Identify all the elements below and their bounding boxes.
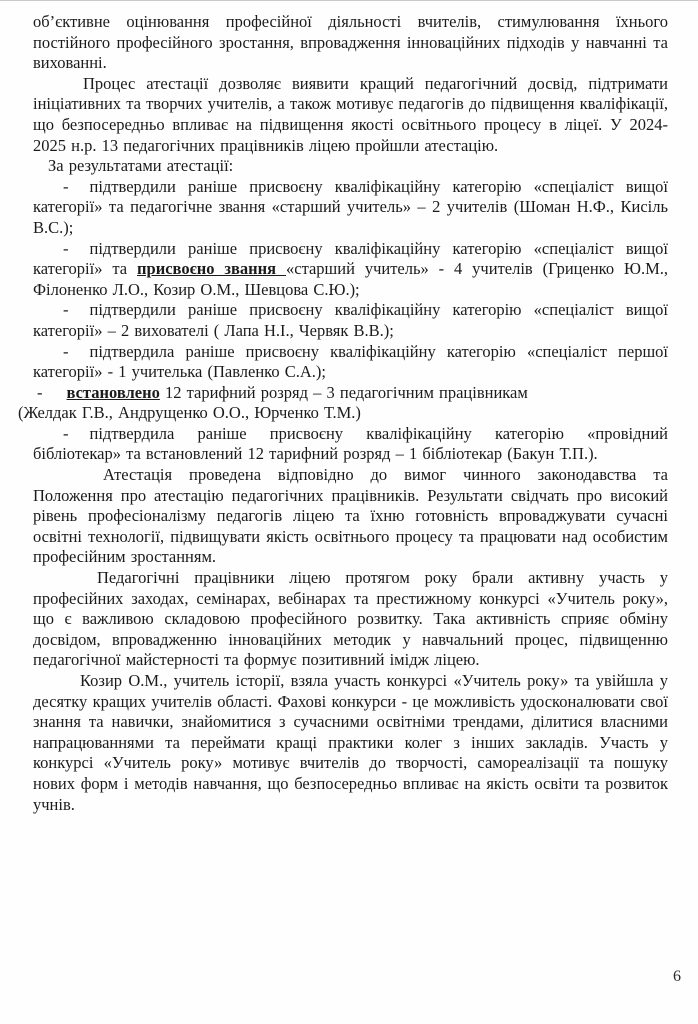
list-item-2 — [33, 239, 668, 301]
list-dash: - — [37, 382, 43, 402]
paragraph-intro: об’єктивне оцінювання професійної діяльності вчителів, стимулювання їхнього постійного професійного зростання, впровадження інноваційних підходів у навчанні та вихованні. — [33, 12, 668, 73]
list-item-2-text-after: «старший учитель» - 4 учителів (Гриценко Ю.М., Філоненко Л.О., Козир О.М., Шевцова С.Ю.); — [33, 259, 668, 299]
list-item-2-emphasis: присвоєно звання — [137, 259, 286, 279]
list-item-5-names: (Желдак Г.В., Андрущенко О.О., Юрченко Т.М.) — [18, 403, 361, 423]
list-item-2-text-before: підтвердили раніше присвоєну кваліфікаційну категорію «спеціаліст вищої категорії» та — [33, 238, 668, 279]
list-item-3 — [33, 300, 668, 341]
list-dash: - — [63, 341, 69, 361]
list-item-1 — [33, 177, 668, 239]
list-item-5 — [33, 383, 668, 404]
list-item-5-text-after: 12 тарифний розряд – 3 педагогічним працівникам — [159, 382, 528, 402]
list-dash: - — [63, 423, 69, 443]
list-item-3-text: підтвердили раніше присвоєну кваліфікаційну категорію «спеціаліст вищої категорії» – 2 вихователі ( Лапа Н.І., Червяк В.В.); — [33, 300, 668, 340]
list-item-4 — [33, 342, 668, 383]
list-item-1-text: підтвердили раніше присвоєну кваліфікаційну категорію «спеціаліст вищої категорії» та педагогічне звання «старший учитель» – 2 учителів (Шоман Н.Ф., Кисіль В.С.); — [33, 176, 668, 237]
list-dash: - — [63, 238, 69, 258]
list-dash: - — [63, 300, 69, 320]
paragraph-attestation: Атестація проведена відповідно до вимог чинного законодавства та Положення про атестацію педагогічних працівників. Результати свідчать про високий рівень професіоналізму педагогів ліцею та їхню готовність впроваджувати сучасні освітні технології, підвищувати якість освітнього процесу та працювати над особистим професійним зростанням. — [33, 465, 668, 567]
page-number: 6 — [673, 968, 681, 985]
results-heading: За результатами атестації: — [48, 156, 234, 176]
paragraph-process: Процес атестації дозволяє виявити кращий педагогічний досвід, підтримати ініціативних та творчих учителів, а також мотивує педагогів до підвищення кваліфікації, що безпосередньо впливає на підвищення якості освітнього процесу в ліцеї. У 2024-2025 н.р. 13 педагогічних працівників ліцею пройшли атестацію. — [33, 73, 668, 155]
paragraph-kozyr: Козир О.М., учитель історії, взяла участь конкурсі «Учитель року» та увійшла у десятку кращих учителів області. Фахові конкурси - це можливість удосконалювати свої знання та навички, знайомитися з сучасними освітніми трендами, ділитися власними напрацюваннями та переймати кращі практики колег з інших закладів. Участь у конкурсі «Учитель року» мотивує вчителів до творчості, самореалізації та пошуку нових форм і методів навчання, що безпосередньо впливає на якість освіти та розвиток учнів. — [33, 671, 668, 814]
list-item-5-emphasis: встановлено — [66, 382, 160, 402]
list-item-4-text: підтвердила раніше присвоєну кваліфікаційну категорію «спеціаліст першої категорії» - 1 учителька (Павленко С.А.); — [33, 341, 668, 382]
list-item-6-text: підтвердила раніше присвоєну кваліфікаційну категорію «провідний бібліотекар» та встановлений 12 тарифний розряд – 1 бібліотекар (Бакун Т.П.). — [33, 423, 668, 464]
paragraph-teachers: Педагогічні працівники ліцею протягом року брали активну участь у професійних заходах, семінарах, вебінарах та престижному конкурсі «Учитель року», що є важливою складовою професійного розвитку. Така активність сприяє обміну досвідом, впровадженню інноваційних методик у навчальний процес, підвищенню педагогічної майстерності та формує позитивний імідж ліцею. — [33, 568, 668, 670]
list-dash: - — [63, 176, 69, 196]
list-item-6 — [33, 424, 668, 465]
